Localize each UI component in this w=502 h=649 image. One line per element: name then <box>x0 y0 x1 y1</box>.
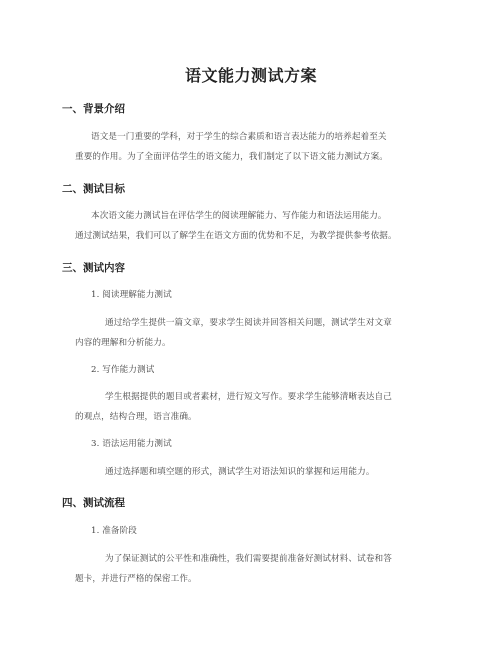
paragraph-line: 语文是一门重要的学科，对于学生的综合素质和语言表达能力的培养起着至关 <box>91 132 387 142</box>
list-item-label: 1. 阅读理解能力测试 <box>91 290 172 300</box>
section-heading-objectives: 二、测试目标 <box>62 183 125 195</box>
list-item-label: 1. 准备阶段 <box>91 526 138 536</box>
section-heading-process: 四、测试流程 <box>62 497 125 509</box>
paragraph-line: 为了保证测试的公平性和准确性，我们需要提前准备好测试材料、试卷和答 <box>105 554 392 564</box>
paragraph-line: 通过给学生提供一篇文章，要求学生阅读并回答相关问题，测试学生对文章 <box>105 318 392 328</box>
paragraph-line: 本次语文能力测试旨在评估学生的阅读理解能力、写作能力和语法运用能力。 <box>91 211 387 221</box>
list-item-label: 2. 写作能力测试 <box>91 365 155 375</box>
document-title: 语文能力测试方案 <box>184 66 317 85</box>
paragraph-line: 内容的理解和分析能力。 <box>75 338 171 348</box>
paragraph-line: 学生根据提供的题目或者素材，进行短文写作。要求学生能够清晰表达自己 <box>105 392 392 402</box>
paragraph-line: 重要的作用。为了全面评估学生的语文能力，我们制定了以下语文能力测试方案。 <box>75 152 388 162</box>
paragraph-line: 题卡，并进行严格的保密工作。 <box>75 574 197 584</box>
section-heading-content: 三、测试内容 <box>62 262 125 274</box>
section-heading-background: 一、背景介绍 <box>62 103 125 115</box>
paragraph-line: 的观点，结构合理，语言准确。 <box>75 412 197 422</box>
list-item-label: 3. 语法运用能力测试 <box>91 439 172 449</box>
paragraph-line: 通过测试结果，我们可以了解学生在语文方面的优势和不足，为教学提供参考依据。 <box>75 231 397 241</box>
paragraph-line: 通过选择题和填空题的形式，测试学生对语法知识的掌握和运用能力。 <box>105 467 375 477</box>
